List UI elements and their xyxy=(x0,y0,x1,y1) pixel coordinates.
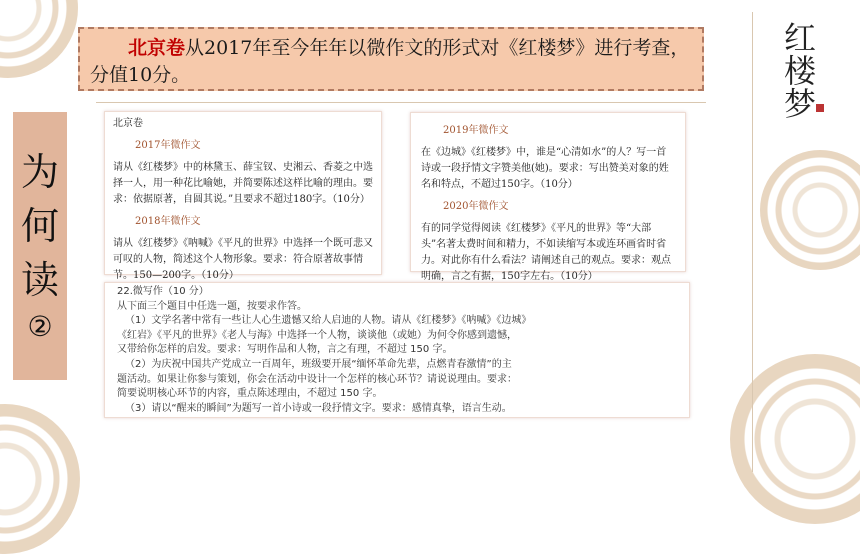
panel1-para-2017: 请从《红楼梦》中的林黛玉、薛宝钗、史湘云、香菱之中选择一人，用一种花比喻她，并简要陈述这样比喻的理由。要求：依据原著，自圆其说。”且要求不超过180字。（10分） xyxy=(113,162,373,205)
q-line-8: 简要说明核心环节的内容，重点陈述理由，不超过 150 字。 xyxy=(117,388,383,400)
side-number: ② xyxy=(27,310,53,343)
panel-beijing-2017-2018 xyxy=(104,111,382,281)
q-line-1: 22.微写作（10 分） xyxy=(117,286,209,297)
corner-ornament-right xyxy=(760,150,860,270)
logo-seal xyxy=(816,104,824,112)
panel2-para-2019: 在《边城》《红楼梦》中，谁是“心清如水”的人？写一首诗或一段抒情文字赞美他(她)。要求：写出赞美对象的姓名和特点，不超过150字。（10分） xyxy=(421,147,669,190)
side-char-2: 何 xyxy=(20,204,59,248)
panel2-sub-2020: 2020年微作文 xyxy=(443,201,509,212)
q-line-6: （2）为庆祝中国共产党成立一百周年，班级要开展“缅怀革命先辈，点燃青春激情”的主 xyxy=(125,358,512,370)
corner-ornament-bottom-right xyxy=(730,354,860,524)
side-char-1: 为 xyxy=(20,150,59,194)
panel1-sub-2017: 2017年微作文 xyxy=(135,140,201,151)
panel1-sub-2018: 2018年微作文 xyxy=(135,216,201,227)
panel-2021-exam-question xyxy=(104,282,690,418)
hongloumeng-logo xyxy=(770,19,830,137)
horizontal-divider xyxy=(96,102,706,103)
logo-char-3: 梦 xyxy=(783,85,816,123)
intro-text: 从2017年至今年年以微作文的形式对《红楼梦》进行考查，分值10分。 xyxy=(90,37,690,86)
q-line-9: （3）请以“醒来的瞬间”为题写一首小诗或一段抒情文字。要求：感情真挚，语言生动。 xyxy=(125,402,512,414)
panel2-sub-2019: 2019年微作文 xyxy=(443,125,509,136)
side-label xyxy=(13,112,67,380)
intro-box xyxy=(78,27,704,91)
q-line-7: 题活动。如果让你参与策划，你会在活动中设计一个怎样的核心环节？请说说理由。要求： xyxy=(117,373,517,385)
logo-char-2: 楼 xyxy=(783,52,816,90)
panel-2019-2020 xyxy=(410,112,686,282)
panel1-para-2018: 请从《红楼梦》《呐喊》《平凡的世界》中选择一个既可悲又可叹的人物，简述这个人物形象。要求：符合原著故事情节。150—200字。（10分） xyxy=(113,238,373,281)
panel1-title: 北京卷 xyxy=(113,118,143,129)
logo-char-1: 红 xyxy=(783,19,816,57)
side-char-3: 读 xyxy=(20,258,59,302)
q-line-5: 又带给你怎样的启发。要求：写明作品和人物，言之有理，不超过 150 字。 xyxy=(117,344,453,356)
corner-ornament-top-left xyxy=(0,0,78,78)
panel2-para-2020: 有的同学觉得阅读《红楼梦》《平凡的世界》等“大部头”名著太费时间和精力，不如读缩写本或连环画省时省力。对此你有什么看法？请阐述自己的观点。要求：观点明确，言之有据，150字左右。（10分） xyxy=(421,223,671,282)
corner-ornament-bottom-left xyxy=(0,404,80,554)
vertical-divider xyxy=(752,12,753,472)
q-line-4: 《红岩》《平凡的世界》《老人与海》中选择一个人物，谈谈他（或她）为何令你感到遗憾， xyxy=(117,329,517,341)
q-line-3: （1）文学名著中常有一些让人心生遗憾又给人启迪的人物。请从《红楼梦》《呐喊》《边城》 xyxy=(125,315,532,327)
intro-highlight: 北京卷 xyxy=(128,37,186,59)
q-line-2: 从下面三个题目中任选一题，按要求作答。 xyxy=(117,300,307,312)
